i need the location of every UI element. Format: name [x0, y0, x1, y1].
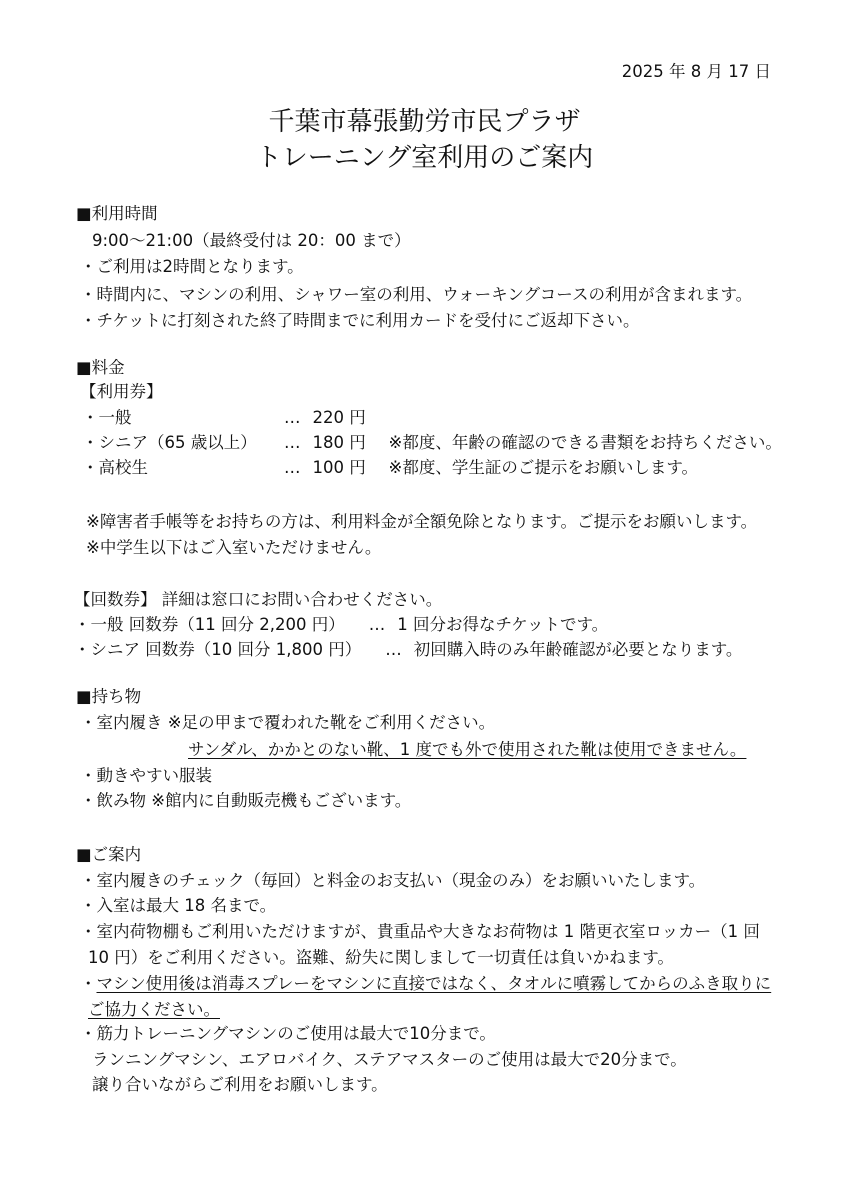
ticket-label: ・高校生	[82, 458, 148, 477]
coupon-dots: …	[385, 640, 402, 659]
coupon-note: 初回購入時のみ年齢確認が必要となります。	[413, 640, 743, 659]
info-line: ・室内履きのチェック（毎回）と料金のお支払い（現金のみ）をお願いいたします。	[80, 871, 706, 890]
coupon-dots: …	[368, 615, 386, 634]
document-date: 2025 年 8 月 17 日	[621, 62, 771, 81]
coupon-row	[74, 638, 742, 662]
ticket-dots: …	[284, 408, 301, 427]
coupon-note: 1 回分お得なチケットです。	[397, 615, 609, 634]
coupon-row	[74, 613, 608, 637]
fees-note: ※障害者手帳等をお持ちの方は、利用料金が全額免除となります。ご提示をお願いします。	[86, 512, 758, 531]
ticket-note: ※都度、学生証のご提示をお願いします。	[388, 458, 699, 477]
info-line: ・入室は最大 18 名まで。	[80, 896, 277, 915]
hours-time: 9:00～21:00（最終受付は 20：00 まで）	[92, 231, 411, 250]
coupon-heading: 【回数券】 詳細は窓口にお問い合わせください。	[74, 590, 443, 609]
ticket-row	[82, 456, 698, 480]
fees-heading: ■料金	[76, 358, 125, 377]
ticket-heading: 【利用券】	[80, 382, 163, 401]
coupon-label: ・シニア 回数券（10 回分 1,800 円）	[74, 640, 362, 659]
hours-item: ・ご利用は2時間となります。	[80, 257, 304, 276]
coupon-label: ・一般 回数券（11 回分 2,200 円）	[74, 615, 345, 634]
ticket-row	[82, 406, 389, 430]
title-line-1: 千葉市幕張勤労市民プラザ	[268, 107, 581, 137]
info-line: ランニングマシン、エアロバイク、ステアマスターのご使用は最大で20分まで。	[92, 1050, 687, 1069]
ticket-row	[82, 431, 782, 455]
hours-item: ・チケットに打刻された終了時間までに利用カードを受付にご返却下さい。	[80, 311, 640, 330]
info-line: ・筋力トレーニングマシンのご使用は最大で10分まで。	[80, 1024, 496, 1043]
hours-heading: ■利用時間	[76, 204, 158, 223]
ticket-dots: …	[284, 458, 301, 477]
ticket-dots: …	[284, 433, 301, 452]
info-bullet: ・	[80, 974, 97, 993]
info-line: 譲り合いながらご利用をお願いします。	[92, 1075, 388, 1094]
ticket-price: 220 円	[312, 408, 366, 427]
fees-note: ※中学生以下はご入室いただけません。	[86, 538, 382, 557]
title-line-2: トレーニング室利用のご案内	[255, 143, 594, 173]
ticket-price: 100 円	[312, 458, 366, 477]
belongings-shoes-warning: サンダル、かかとのない靴、1 度でも外で使用された靴は使用できません。	[188, 740, 747, 759]
info-line: ・室内荷物棚もご利用いただけますが、貴重品や大きなお荷物は 1 階更衣室ロッカー（1 回	[80, 922, 760, 941]
ticket-note: ※都度、年齢の確認のできる書類をお持ちください。	[388, 433, 782, 452]
hours-item: ・時間内に、マシンの利用、シャワー室の利用、ウォーキングコースの利用が含まれます。	[80, 285, 753, 304]
ticket-label: ・シニア（65 歳以上）	[82, 433, 257, 452]
belongings-heading: ■持ち物	[76, 687, 142, 706]
info-line-underlined: ご協力ください。	[88, 1000, 220, 1019]
info-row-underlined	[80, 972, 771, 996]
info-line-underlined: マシン使用後は消毒スプレーをマシンに直接ではなく、タオルに噴霧してからのふき取りに	[96, 974, 772, 993]
info-heading: ■ご案内	[76, 845, 142, 864]
info-line: 10 円）をご利用ください。盗難、紛失に関しまして一切責任は負いかねます。	[88, 948, 674, 967]
belongings-drinks: ・飲み物 ※館内に自動販売機もございます。	[80, 791, 412, 810]
ticket-price: 180 円	[312, 433, 366, 452]
belongings-clothes: ・動きやすい服装	[80, 766, 212, 785]
ticket-label: ・一般	[82, 408, 132, 427]
belongings-shoes: ・室内履き ※足の甲まで覆われた靴をご利用ください。	[80, 713, 496, 732]
